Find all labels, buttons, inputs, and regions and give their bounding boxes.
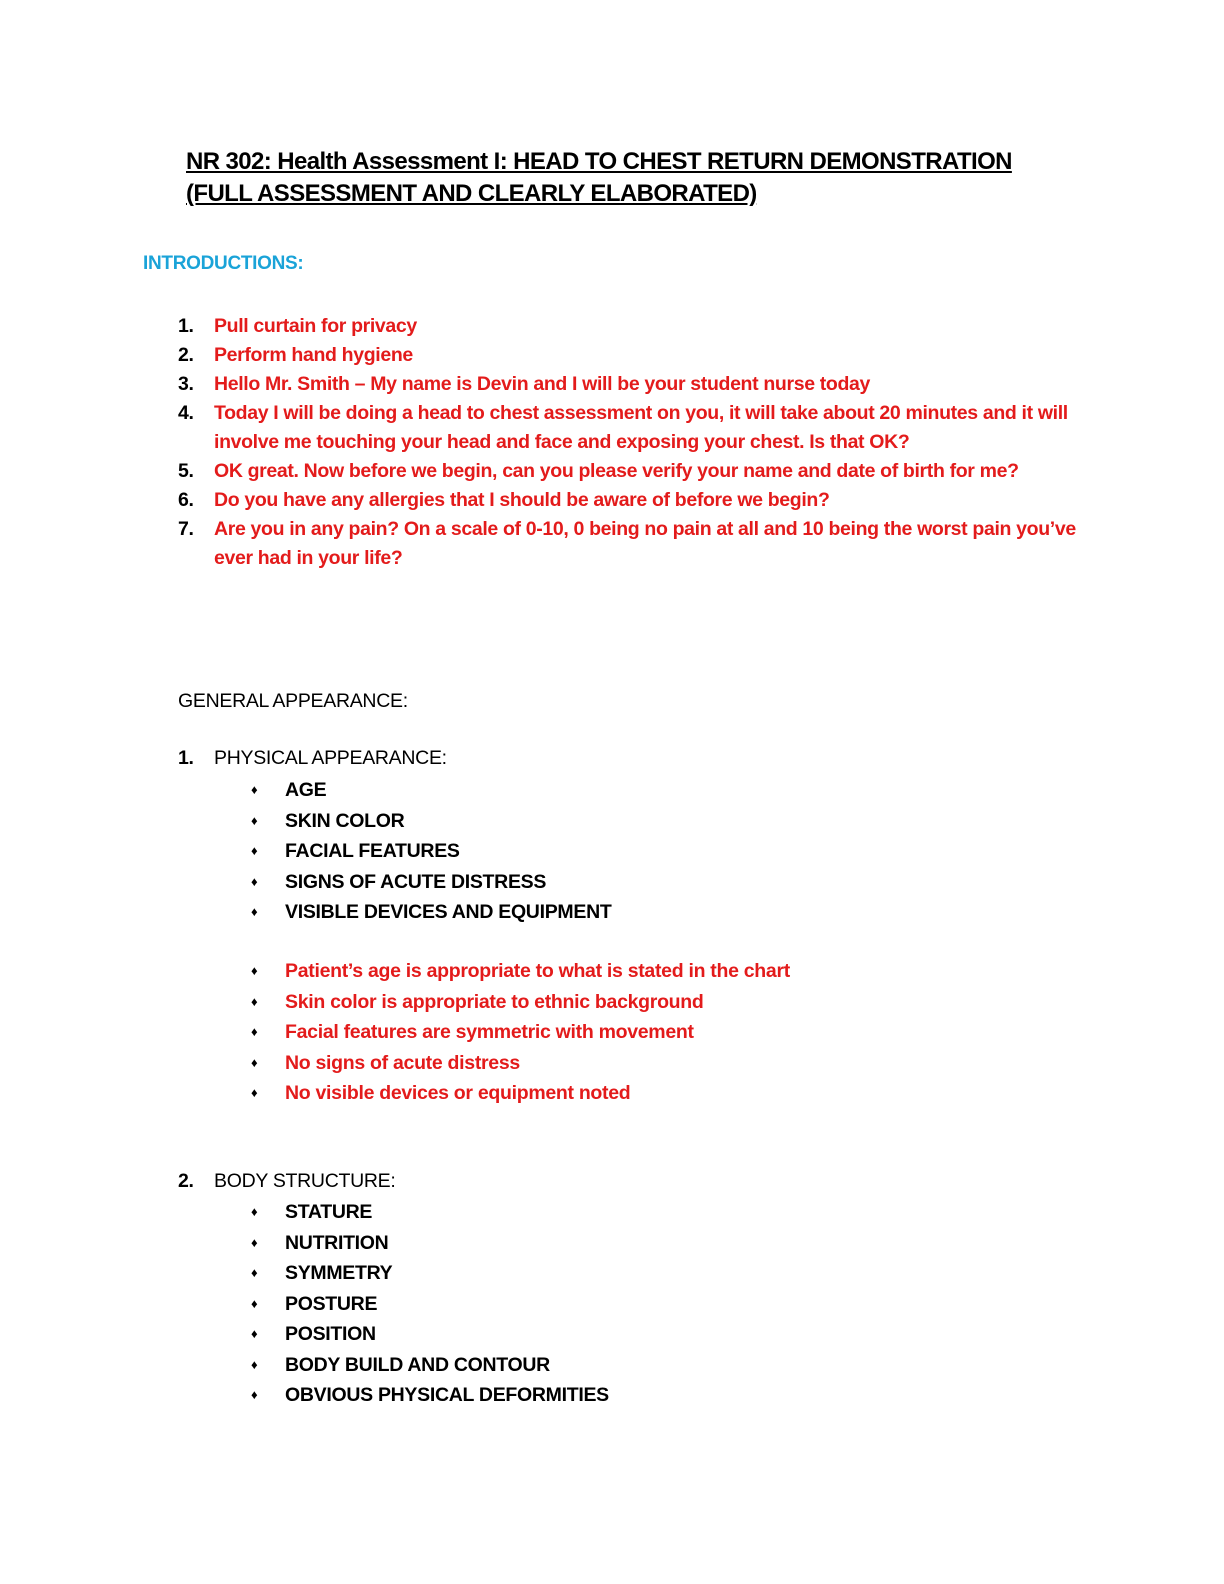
bullet-item xyxy=(250,1319,609,1350)
bullet-text: BODY BUILD AND CONTOUR xyxy=(285,1353,550,1376)
bullet-item xyxy=(250,897,611,928)
bullet-item xyxy=(250,1048,790,1079)
bullet-text: NUTRITION xyxy=(285,1231,389,1254)
diamond-bullet-icon: ♦ xyxy=(251,812,258,828)
diamond-bullet-icon: ♦ xyxy=(251,1387,258,1402)
bullet-text: Patient’s age is appropriate to what is stated in the chart xyxy=(285,960,790,982)
body-structure-heading xyxy=(178,1170,396,1193)
diamond-bullet-icon: ♦ xyxy=(251,1234,258,1250)
introductions-list xyxy=(178,312,1078,573)
section-label: PHYSICAL APPEARANCE: xyxy=(214,747,447,769)
bullet-text: SKIN COLOR xyxy=(285,809,405,832)
item-number: 2. xyxy=(178,344,194,366)
diamond-bullet-icon: ♦ xyxy=(251,1085,258,1100)
bullet-text: VISIBLE DEVICES AND EQUIPMENT xyxy=(285,901,612,923)
item-number: 3. xyxy=(178,373,194,395)
title-line-2: (FULL ASSESSMENT AND CLEARLY ELABORATED) xyxy=(186,180,757,207)
bullet-text: No signs of acute distress xyxy=(285,1051,520,1074)
bullet-text: Skin color is appropriate to ethnic background xyxy=(285,990,704,1013)
bullet-item xyxy=(250,1017,790,1048)
bullet-item xyxy=(250,1078,790,1109)
list-item xyxy=(178,457,1078,486)
bullet-text: No visible devices or equipment noted xyxy=(285,1082,631,1104)
bullet-item xyxy=(250,1380,609,1411)
diamond-bullet-icon: ♦ xyxy=(251,1024,258,1039)
introductions-heading: INTRODUCTIONS: xyxy=(143,253,304,274)
item-number: 1. xyxy=(178,315,194,337)
bullet-text: AGE xyxy=(285,779,327,801)
list-item xyxy=(178,486,1078,515)
bullet-text: STATURE xyxy=(285,1201,373,1223)
item-number: 2. xyxy=(178,1170,194,1192)
item-text: Pull curtain for privacy xyxy=(214,315,417,337)
item-text: Do you have any allergies that I should be aware of before we begin? xyxy=(214,489,830,511)
bullet-text: POSITION xyxy=(285,1323,376,1345)
document-title xyxy=(186,146,1086,210)
item-text: Perform hand hygiene xyxy=(214,344,413,366)
diamond-bullet-icon: ♦ xyxy=(251,873,258,889)
bullet-text: FACIAL FEATURES xyxy=(285,840,460,862)
diamond-bullet-icon: ♦ xyxy=(251,1326,258,1341)
diamond-bullet-icon: ♦ xyxy=(251,843,258,858)
bullet-item xyxy=(250,1289,609,1320)
physical-appearance-heading xyxy=(178,747,447,770)
diamond-bullet-icon: ♦ xyxy=(251,1204,258,1219)
list-item xyxy=(178,399,1078,457)
item-text: Today I will be doing a head to chest assessment on you, it will take about 20 minutes and it will involve me touching your head and face and exposing your chest. Is that OK? xyxy=(214,402,1068,453)
list-item xyxy=(178,370,1078,399)
bullet-item xyxy=(250,775,611,806)
bullet-item xyxy=(250,1228,609,1259)
diamond-bullet-icon: ♦ xyxy=(251,1265,258,1280)
bullet-text: SYMMETRY xyxy=(285,1262,393,1284)
diamond-bullet-icon: ♦ xyxy=(251,993,258,1009)
item-number: 7. xyxy=(178,518,194,540)
diamond-bullet-icon: ♦ xyxy=(251,782,258,797)
diamond-bullet-icon: ♦ xyxy=(251,1295,258,1311)
list-item xyxy=(178,515,1078,573)
diamond-bullet-icon: ♦ xyxy=(251,1054,258,1070)
physical-findings-list xyxy=(250,956,790,1109)
section-label: BODY STRUCTURE: xyxy=(214,1170,396,1192)
item-number: 1. xyxy=(178,747,194,769)
title-line-1: NR 302: Health Assessment I: HEAD TO CHEST RETURN DEMONSTRATION xyxy=(186,148,1012,175)
bullet-item xyxy=(250,987,790,1018)
general-appearance-heading: GENERAL APPEARANCE: xyxy=(178,690,408,712)
item-text: Hello Mr. Smith – My name is Devin and I will be your student nurse today xyxy=(214,373,871,395)
diamond-bullet-icon: ♦ xyxy=(251,963,258,978)
bullet-item xyxy=(250,1350,609,1381)
physical-criteria-list xyxy=(250,775,611,928)
list-item xyxy=(178,312,1078,341)
item-text: OK great. Now before we begin, can you please verify your name and date of birth for me? xyxy=(214,460,1019,482)
bullet-item xyxy=(250,867,611,898)
item-number: 5. xyxy=(178,460,194,482)
bullet-text: Facial features are symmetric with movement xyxy=(285,1021,694,1043)
item-text: Are you in any pain? On a scale of 0-10, 0 being no pain at all and 10 being the worst pain you’ve ever had in your life? xyxy=(214,518,1076,569)
bullet-item xyxy=(250,1258,609,1289)
bullet-text: SIGNS OF ACUTE DISTRESS xyxy=(285,870,547,893)
list-item xyxy=(178,341,1078,370)
bullet-item xyxy=(250,956,790,987)
item-number: 6. xyxy=(178,489,194,511)
diamond-bullet-icon: ♦ xyxy=(251,1356,258,1372)
bullet-item xyxy=(250,806,611,837)
bullet-item xyxy=(250,1197,609,1228)
bullet-item xyxy=(250,836,611,867)
bullet-text: POSTURE xyxy=(285,1292,378,1315)
item-number: 4. xyxy=(178,402,194,424)
bullet-text: OBVIOUS PHYSICAL DEFORMITIES xyxy=(285,1384,609,1406)
diamond-bullet-icon: ♦ xyxy=(251,904,258,919)
body-structure-criteria-list xyxy=(250,1197,609,1411)
